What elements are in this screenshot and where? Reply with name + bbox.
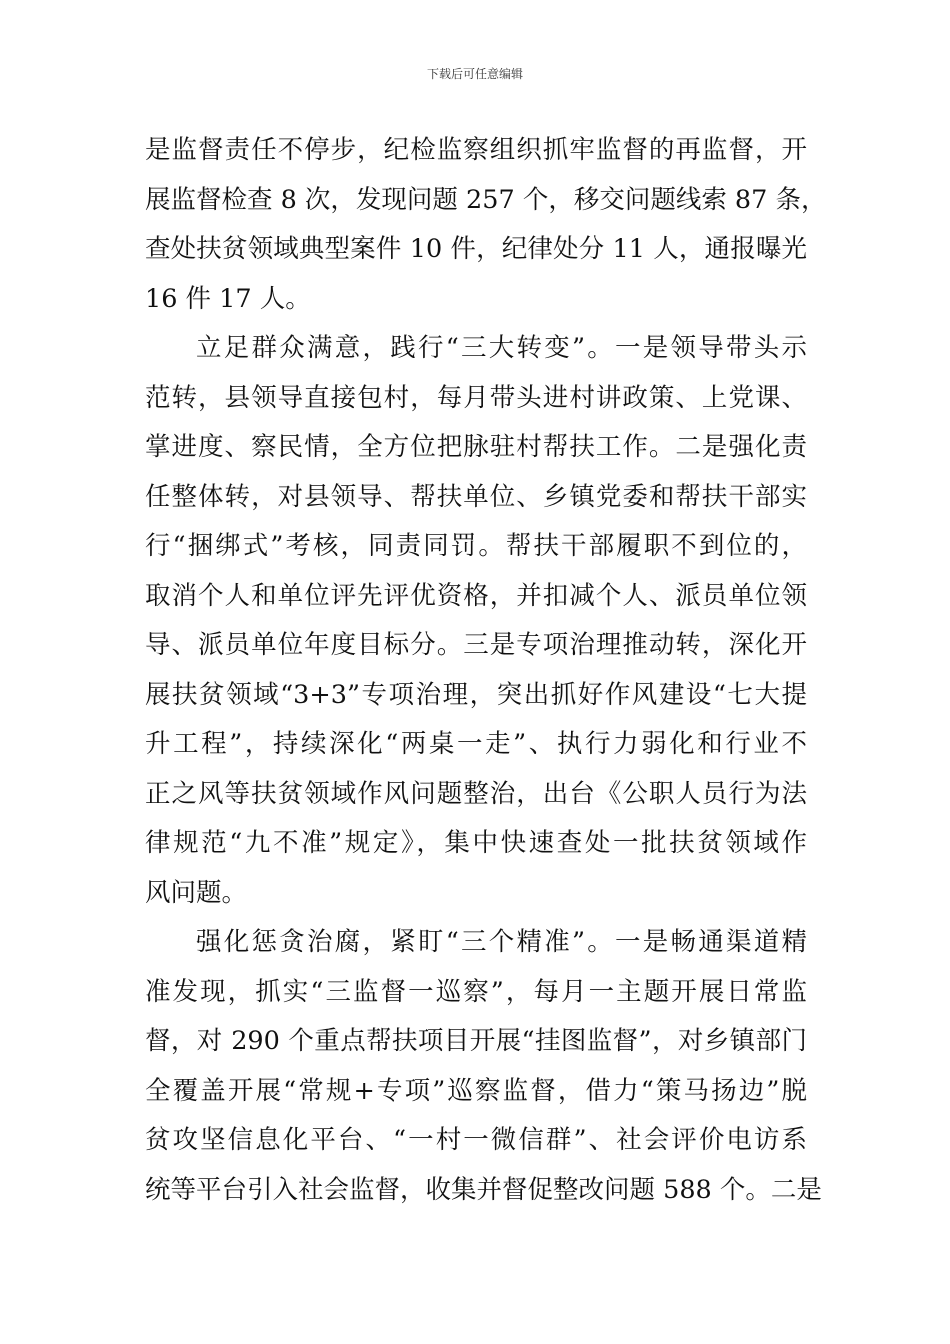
text-line: 导、派员单位年度目标分。三是专项治理推动转，深化开 <box>145 630 807 660</box>
text-line: 是监督责任不停步，纪检监察组织抓牢监督的再监督，开 <box>145 135 807 165</box>
text-line: 准发现，抓实“三监督一巡察”，每月一主题开展日常监 <box>145 976 807 1007</box>
document-body <box>145 126 827 1215</box>
text-line: 律规范“九不准”规定》，集中快速查处一批扶贫领域作 <box>145 828 807 858</box>
text-line: 掌进度、察民情，全方位把脉驻村帮扶工作。二是强化责 <box>145 432 807 462</box>
text-line: 立足群众满意，践行“三大转变”。一是领导带头示 <box>196 333 807 363</box>
text-line: 全覆盖开展“常规+专项”巡察监督，借力“策马扬边”脱 <box>145 1075 807 1106</box>
text-line: 行“捆绑式”考核，同责同罚。帮扶干部履职不到位的， <box>145 531 807 561</box>
text-line: 强化惩贪治腐，紧盯“三个精准”。一是畅通渠道精 <box>196 927 807 957</box>
text-line: 取消个人和单位评先评优资格，并扣减个人、派员单位领 <box>145 580 807 611</box>
text-line: 正之风等扶贫领域作风问题整治，出台《公职人员行为法 <box>145 778 807 809</box>
text-line: 风问题。 <box>145 877 248 908</box>
text-line: 展监督检查 8 次，发现问题 257 个，移交问题线索 87 条， <box>145 184 827 215</box>
text-line: 查处扶贫领域典型案件 10 件，纪律处分 11 人，通报曝光 <box>145 234 807 264</box>
text-line: 督，对 290 个重点帮扶项目开展“挂图监督”，对乡镇部门 <box>145 1026 807 1056</box>
header-note: 下载后可任意编辑 <box>426 67 523 81</box>
text-line: 升工程”，持续深化“两桌一走”、执行力弱化和行业不 <box>145 729 807 759</box>
text-line: 展扶贫领域“3+3”专项治理，突出抓好作风建设“七大提 <box>145 679 807 710</box>
text-line: 范转，县领导直接包村，每月带头进村讲政策、上党课、 <box>145 382 807 413</box>
text-line: 16 件 17 人。 <box>145 283 311 314</box>
text-line: 任整体转，对县领导、帮扶单位、乡镇党委和帮扶干部实 <box>145 481 807 512</box>
text-line: 统等平台引入社会监督，收集并督促整改问题 588 个。二是 <box>145 1174 822 1205</box>
text-line: 贫攻坚信息化平台、“一村一微信群”、社会评价电访系 <box>145 1125 807 1155</box>
